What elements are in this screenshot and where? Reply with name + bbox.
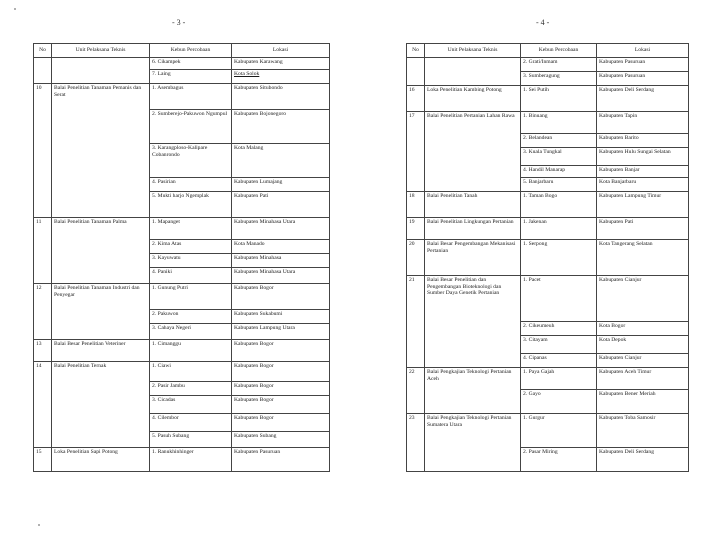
cell-no: 16 — [407, 86, 425, 112]
cell-lokasi: Kabupaten Cianjur — [597, 354, 689, 368]
cell-unit: Balai Pengkajian Teknologi Pertanian Aceh — [425, 368, 521, 414]
cell-kebun: 3. Kuala Tungkal — [521, 148, 597, 166]
cell-lokasi: Kabupaten Bojonegoro — [232, 110, 330, 144]
cell-lokasi: Kabupaten Bogor — [232, 362, 330, 382]
cell-kebun: 2. Gayo — [521, 390, 597, 414]
cell-lokasi: Kabupaten Bogor — [232, 284, 330, 310]
table-row — [34, 84, 330, 110]
cell-lokasi: Kabupaten Bogor — [232, 396, 330, 414]
cell-unit: Loka Penelitian Sapi Potong — [52, 448, 150, 472]
cell-kebun: 3. Citayam — [521, 336, 597, 354]
cell-lokasi: Kabupaten Minahasa — [232, 254, 330, 268]
cell-lokasi: Kabupaten Bogor — [232, 382, 330, 396]
cell-no: 21 — [407, 276, 425, 368]
cell-kebun: 2. Sumberejo-Pakuwon Ngumpul — [150, 110, 232, 144]
cell-unit: Balai Penelitian Tanaman Pemanis dan Serat — [52, 84, 150, 218]
cell-kebun: 1. Gunung Putri — [150, 284, 232, 310]
cell-lokasi: Kabupaten Hulu Sungai Selatan — [597, 148, 689, 166]
cell-lokasi: Kabupaten Bogor — [232, 414, 330, 432]
cell-lokasi: Kota Manado — [232, 240, 330, 254]
cell-lokasi: Kabupaten Pati — [597, 218, 689, 240]
cell-unit: Balai Besar Pengembangan Mekanisasi Pertanian — [425, 240, 521, 276]
cell-kebun: 1. Asembagus — [150, 84, 232, 110]
cell-lokasi: Kabupaten Barito — [597, 134, 689, 148]
cell-lokasi: Kabupaten Lumajang — [232, 178, 330, 192]
cell-kebun: 5. Banjarbaru — [521, 178, 597, 192]
cell-lokasi: Kabupaten Bogor — [232, 340, 330, 362]
cell-no: 12 — [34, 284, 52, 340]
cell-kebun: 4. Paniki — [150, 268, 232, 284]
cell-unit: Balai Besar Penelitian dan Pengembangan Bioteknologi dan Sumber Daya Genetik Pertanian — [425, 276, 521, 368]
cell-no: 19 — [407, 218, 425, 240]
cell-kebun: 1. Ciawi — [150, 362, 232, 382]
header-kebun: Kebun Percobaan — [150, 44, 232, 58]
cell-lokasi: Kabupaten Karawang — [232, 58, 330, 70]
cell-kebun: 3. Cicadas — [150, 396, 232, 414]
cell-unit: Balai Penelitian Pertanian Lahan Rawa — [425, 112, 521, 192]
cell-unit — [425, 58, 521, 86]
header-kebun: Kebun Percobaan — [521, 44, 597, 58]
cell-no: 18 — [407, 192, 425, 218]
cell-no — [34, 58, 52, 84]
cell-lokasi: Kota Solok — [232, 70, 330, 84]
cell-kebun: 7. Laing — [150, 70, 232, 84]
cell-lokasi: Kota Bogor — [597, 322, 689, 336]
cell-no: 22 — [407, 368, 425, 414]
header-no: No — [34, 44, 52, 58]
cell-lokasi: Kabupaten Pati — [232, 192, 330, 218]
page-number-left: - 3 - — [172, 18, 186, 27]
cell-kebun: 3. Cahaya Negeri — [150, 324, 232, 340]
cell-no: 11 — [34, 218, 52, 284]
table-row — [407, 192, 689, 218]
cell-lokasi: Kabupaten Bener Meriah — [597, 390, 689, 414]
cell-lokasi: Kabupaten Pasuruan — [597, 72, 689, 86]
cell-kebun: 1. Sei Putih — [521, 86, 597, 112]
cell-kebun: 1. Cimanggu — [150, 340, 232, 362]
header-no: No — [407, 44, 425, 58]
table-row — [407, 86, 689, 112]
table-row — [407, 368, 689, 390]
cell-lokasi: Kabupaten Subang — [232, 432, 330, 448]
table-row — [34, 284, 330, 310]
cell-lokasi: Kabupaten Minahasa Utara — [232, 218, 330, 240]
cell-kebun: 2. Belandean — [521, 134, 597, 148]
cell-unit: Balai Penelitian Lingkungan Pertanian — [425, 218, 521, 240]
cell-lokasi: Kota Tangerang Selatan — [597, 240, 689, 276]
cell-kebun: 2. Kima Atas — [150, 240, 232, 254]
cell-kebun: 1. Serpong — [521, 240, 597, 276]
table-row — [34, 218, 330, 240]
cell-no: 20 — [407, 240, 425, 276]
cell-lokasi: Kota Depok — [597, 336, 689, 354]
cell-no: 23 — [407, 414, 425, 472]
cell-lokasi: Kabupaten Lampung Utara — [232, 324, 330, 340]
cell-kebun: 1. Binuang — [521, 112, 597, 134]
cell-lokasi: Kabupaten Aceh Timur — [597, 368, 689, 390]
cell-unit: Balai Penelitian Ternak — [52, 362, 150, 448]
table-row — [34, 448, 330, 472]
cell-kebun: 5. Mukti harjo Ngemplak — [150, 192, 232, 218]
table-row — [34, 58, 330, 70]
cell-kebun: 1. Pacet — [521, 276, 597, 322]
right-table — [406, 43, 689, 472]
cell-unit: Loka Penelitian Kambing Potong — [425, 86, 521, 112]
cell-kebun: 1. Paya Gajah — [521, 368, 597, 390]
cell-lokasi: Kabupaten Cianjur — [597, 276, 689, 322]
cell-kebun: 1. Ranukhinhinger — [150, 448, 232, 472]
cell-unit: Balai Penelitian Tanah — [425, 192, 521, 218]
cell-lokasi: Kota Malang — [232, 144, 330, 178]
cell-unit: Balai Besar Penelitian Veteriner — [52, 340, 150, 362]
cell-kebun: 2. Pasir Jambu — [150, 382, 232, 396]
cell-kebun: 2. Grati/Inmam — [521, 58, 597, 72]
cell-lokasi: Kota Banjarbaru — [597, 178, 689, 192]
cell-kebun: 1. Gurgur — [521, 414, 597, 448]
scan-speck — [38, 524, 40, 526]
cell-no: 17 — [407, 112, 425, 192]
header-lokasi: Lokasi — [232, 44, 330, 58]
cell-kebun: 3. Karangploso-Kalipare Cobanrondo — [150, 144, 232, 178]
cell-kebun: 4. Cipanas — [521, 354, 597, 368]
header-lokasi: Lokasi — [597, 44, 689, 58]
cell-lokasi: Kabupaten Tapin — [597, 112, 689, 134]
cell-kebun: 1. Taman Bogo — [521, 192, 597, 218]
cell-kebun: 2. Cikeumeuh — [521, 322, 597, 336]
cell-lokasi: Kabupaten Pasuruan — [232, 448, 330, 472]
cell-lokasi: Kabupaten Sukabumi — [232, 310, 330, 324]
table-row — [34, 340, 330, 362]
header-unit: Unit Pelaksana Teknis — [52, 44, 150, 58]
cell-lokasi: Kabupaten Toba Samosir — [597, 414, 689, 448]
cell-unit — [52, 58, 150, 84]
scan-speck — [14, 8, 16, 10]
cell-kebun: 4. Handil Manarap — [521, 166, 597, 178]
cell-kebun: 2. Pakuwon — [150, 310, 232, 324]
cell-lokasi: Kabupaten Banjar — [597, 166, 689, 178]
cell-no — [407, 58, 425, 86]
page-number-right: - 4 - — [536, 18, 550, 27]
table-header-row — [34, 44, 330, 58]
cell-kebun: 3. Sumberagung — [521, 72, 597, 86]
cell-kebun: 4. Cilembor — [150, 414, 232, 432]
cell-lokasi: Kabupaten Deli Serdang — [597, 448, 689, 472]
cell-kebun: 6. Cikampek — [150, 58, 232, 70]
cell-unit: Balai Pengkajian Teknologi Pertanian Sumatera Utara — [425, 414, 521, 472]
header-unit: Unit Pelaksana Teknis — [425, 44, 521, 58]
table-row — [407, 112, 689, 134]
cell-no: 10 — [34, 84, 52, 218]
table-row — [34, 362, 330, 382]
cell-kebun: 3. Kayuwatu — [150, 254, 232, 268]
cell-kebun: 2. Pasar Miring — [521, 448, 597, 472]
cell-kebun: 1. Mapanget — [150, 218, 232, 240]
table-row — [407, 58, 689, 72]
table-header-row — [407, 44, 689, 58]
cell-no: 14 — [34, 362, 52, 448]
cell-lokasi: Kabupaten Deli Serdang — [597, 86, 689, 112]
cell-lokasi: Kabupaten Pasuruan — [597, 58, 689, 72]
table-row — [407, 276, 689, 322]
cell-kebun: 1. Jakenan — [521, 218, 597, 240]
cell-no: 13 — [34, 340, 52, 362]
cell-unit: Balai Penelitian Tanaman Industri dan Penyegar — [52, 284, 150, 340]
cell-lokasi: Kabupaten Lampung Timur — [597, 192, 689, 218]
cell-kebun: 5. Pasuh Subang — [150, 432, 232, 448]
cell-lokasi: Kabupaten Minahasa Utara — [232, 268, 330, 284]
table-row — [407, 240, 689, 276]
cell-lokasi: Kabupaten Situbondo — [232, 84, 330, 110]
table-row — [407, 218, 689, 240]
table-row — [407, 414, 689, 448]
cell-unit: Balai Penelitian Tanaman Palma — [52, 218, 150, 284]
cell-no: 15 — [34, 448, 52, 472]
left-table — [33, 43, 330, 472]
cell-kebun: 4. Pasirian — [150, 178, 232, 192]
